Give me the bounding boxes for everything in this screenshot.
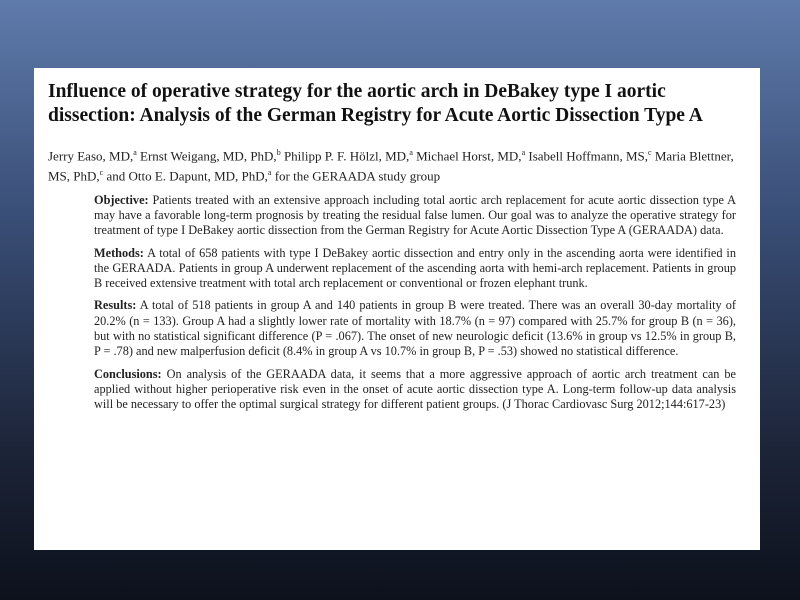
abstract-objective	[94, 193, 736, 239]
section-label: Objective:	[94, 192, 149, 207]
section-label: Results:	[94, 298, 137, 313]
author: and Otto E. Dapunt, MD, PhD,	[103, 168, 268, 184]
affiliation-marker: a	[409, 148, 413, 157]
section-text: Patients treated with an extensive approach including total aortic arch replacement for acute aortic dissection type A may have a favorable long-term prognosis by treating the residual false lumen. Our goal was to analyze the operative strategy for treatment of type I DeBakey aortic dissection from the German Registry for Acute Aortic Dissection Type A (GERAADA) data.	[94, 192, 736, 238]
author: Jerry Easo, MD,	[48, 148, 134, 164]
paper-excerpt-card	[34, 68, 760, 550]
author: Philipp P. F. Hölzl, MD,	[280, 148, 410, 164]
affiliation-marker: c	[648, 148, 652, 157]
affiliation-marker: a	[133, 148, 137, 157]
section-text: On analysis of the GERAADA data, it seems that a more aggressive approach of aortic arch treatment can be applied without higher perioperative risk even in the onset of acute aortic dissection type A. Long-term follow-up data analysis will be necessary to offer the optimal surgical strategy for different patient groups. (J Thorac Cardiovasc Surg 2012;144:617-23)	[94, 366, 736, 412]
abstract-methods	[94, 246, 736, 292]
abstract	[94, 193, 736, 413]
author: Isabell Hoffmann, MS,	[525, 148, 649, 164]
study-group: for the GERAADA study group	[271, 168, 441, 184]
abstract-conclusions	[94, 367, 736, 413]
section-label: Methods:	[94, 245, 144, 260]
section-text: A total of 518 patients in group A and 140 patients in group B were treated. There was an overall 30-day mortality of 20.2% (n = 133). Group A had a slightly lower rate of mortality with 18.7% (n = 97) compared with 25.7% for group B (n = 36), but with no statistical significant difference (P = .067). The onset of new neurologic deficit (13.6% in group vs 12.5% in group B, P = .78) and new malperfusion deficit (8.4% in group A vs 10.7% in group B, P = .53) showed no statistical difference.	[94, 298, 736, 359]
affiliation-marker: c	[99, 168, 104, 178]
author-list	[48, 144, 736, 185]
author: Maria Blettner, MS, PhD,	[48, 148, 734, 184]
author: Michael Horst, MD,	[412, 148, 522, 164]
section-text: A total of 658 patients with type I DeBakey aortic dissection and entry only in the ascending aorta were identified in the GERAADA. Patients in group A underwent replacement of the ascending aorta with hemi-arch replacement. Patients in group B received extensive treatment with total arch replacement or conventional or frozen elephant trunk.	[94, 245, 736, 291]
author: Ernst Weigang, MD, PhD,	[136, 148, 277, 164]
abstract-results	[94, 298, 736, 359]
paper-title: Influence of operative strategy for the aortic arch in DeBakey type I aortic dissection: Analysis of the German Registry for Acute Aortic Dissection Type A	[48, 81, 703, 126]
affiliation-marker: b	[276, 148, 281, 157]
affiliation-marker: a	[267, 168, 272, 178]
affiliation-marker: a	[521, 148, 526, 157]
section-label: Conclusions:	[94, 366, 162, 381]
